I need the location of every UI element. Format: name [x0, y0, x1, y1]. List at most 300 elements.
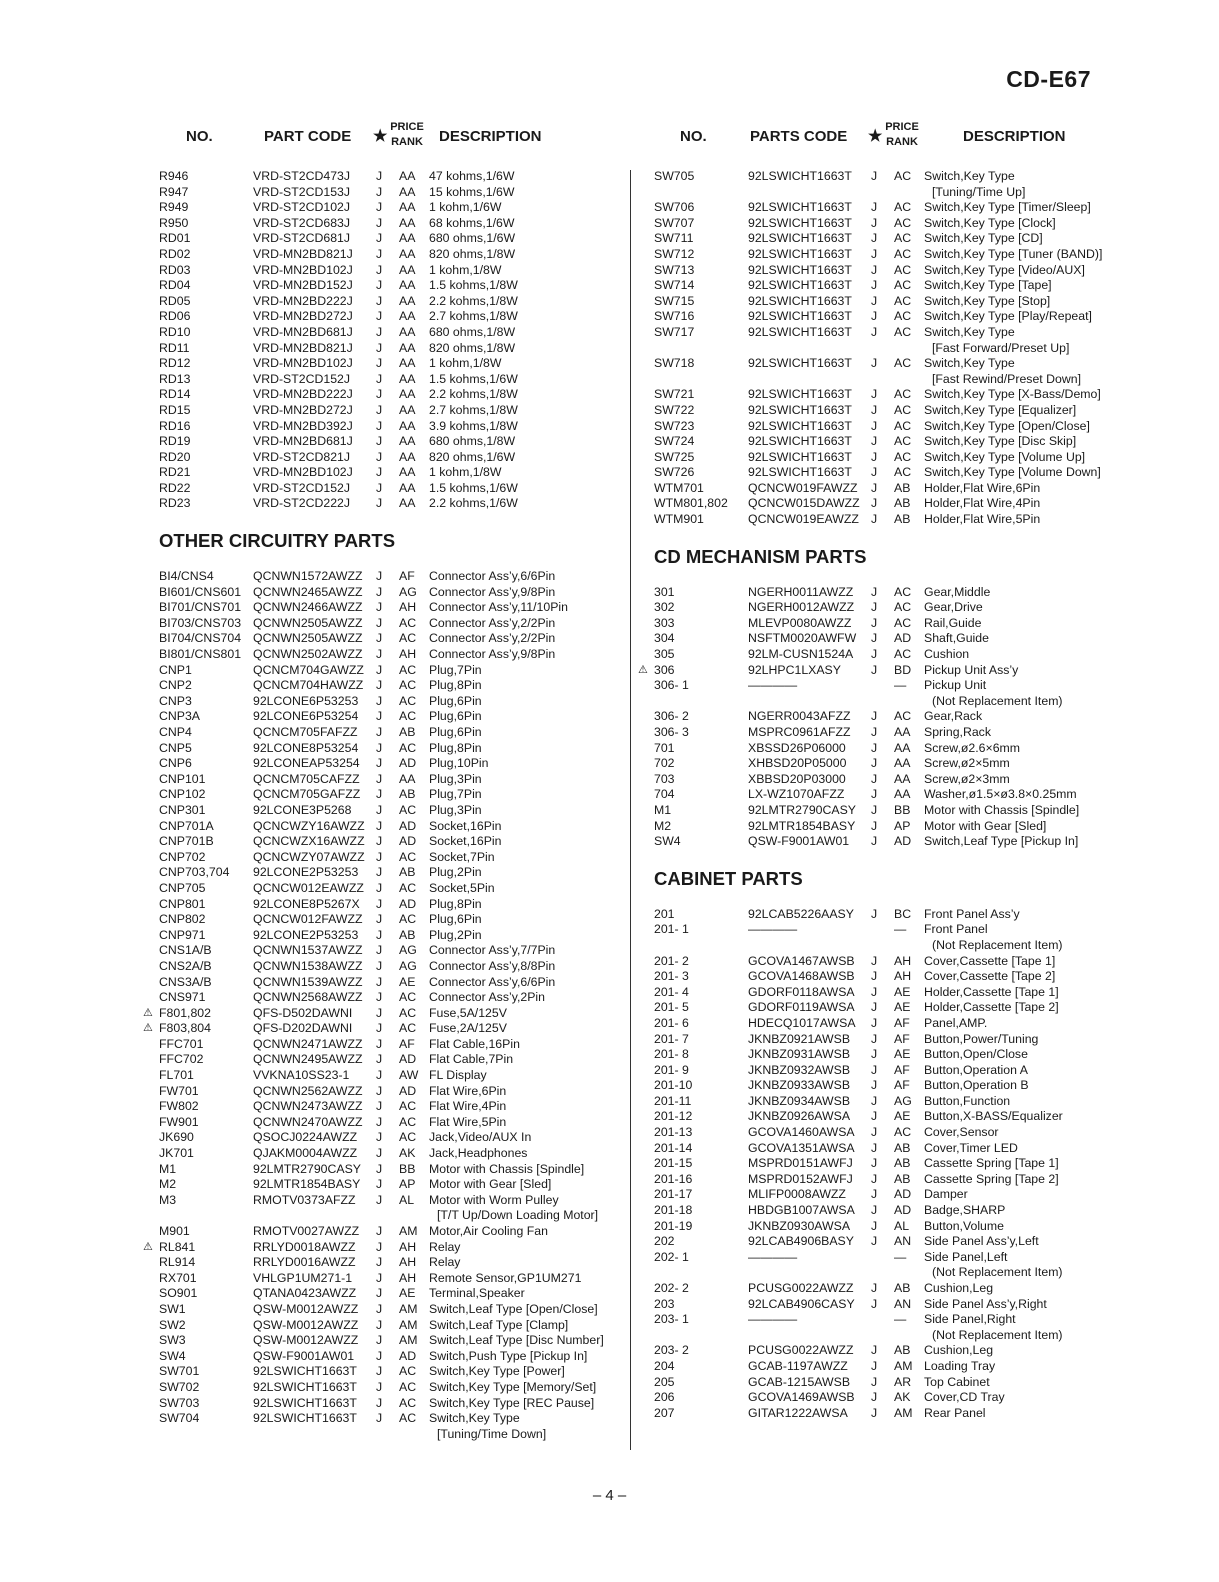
- cell-code: GCOVA1468AWSB: [748, 969, 855, 984]
- parts-row: [141, 403, 619, 419]
- cell-no: RD14: [159, 387, 191, 402]
- parts-row: [141, 465, 619, 481]
- parts-row: [636, 819, 1118, 835]
- parts-row: [636, 1032, 1118, 1048]
- cell-no: SW706: [654, 200, 695, 215]
- cell-code: 92LMTR1854BASY: [253, 1177, 361, 1192]
- parts-row: [636, 1250, 1118, 1266]
- cell-code: VRD-ST2CD153J: [253, 184, 351, 199]
- cell-rank: AD: [399, 1052, 417, 1067]
- cell-desc: 1.5 kohms,1/6W: [429, 371, 518, 386]
- parts-row: [141, 1052, 619, 1068]
- cell-desc: 1.5 kohms,1/8W: [429, 278, 518, 293]
- cell-no: 206: [654, 1390, 675, 1405]
- cell-no: 703: [654, 771, 675, 786]
- cell-j: J: [376, 1411, 383, 1426]
- cell-desc: Button,Volume: [924, 1218, 1004, 1233]
- cell-rank: AC: [894, 402, 912, 417]
- parts-row: [636, 185, 1118, 201]
- cell-no: 201-11: [654, 1093, 692, 1108]
- cell-rank: AA: [399, 356, 416, 371]
- cell-desc: Pickup Unit Ass’y: [924, 662, 1019, 677]
- cell-j: J: [376, 1364, 383, 1379]
- cell-desc: Connector Ass’y,9/8Pin: [429, 584, 556, 599]
- cell-code: VRD-MN2BD222J: [253, 387, 353, 402]
- cell-j: J: [871, 1281, 878, 1295]
- parts-row: [141, 1427, 619, 1443]
- cell-desc: Cover,Cassette [Tape 2]: [924, 969, 1056, 984]
- cell-no: SW1: [159, 1301, 186, 1316]
- cell-code: HDECQ1017AWSA: [748, 1015, 856, 1030]
- cell-rank: AH: [399, 600, 417, 615]
- parts-row: [636, 694, 1118, 710]
- cell-rank: AP: [894, 818, 911, 833]
- cell-code: VRD-ST2CD222J: [253, 496, 351, 511]
- parts-row: [141, 990, 619, 1006]
- cell-no: 306- 1: [654, 678, 689, 693]
- cell-rank: —: [894, 678, 907, 693]
- cell-code: NGERH0012AWZZ: [748, 600, 855, 615]
- cell-no: R949: [159, 200, 189, 215]
- cell-no: 201-14: [654, 1140, 693, 1155]
- cell-rank: AE: [399, 974, 416, 989]
- cell-no: SW716: [654, 309, 695, 324]
- cell-j: J: [871, 953, 878, 968]
- cell-code: QCNCM704HAWZZ: [253, 678, 364, 693]
- cell-no: RD05: [159, 293, 191, 308]
- parts-row: [141, 1193, 619, 1209]
- cell-desc: 68 kohms,1/6W: [429, 215, 515, 230]
- cell-code: QCNWN1572AWZZ: [253, 569, 363, 584]
- cell-rank: AA: [399, 465, 416, 480]
- cell-no: FFC702: [159, 1052, 204, 1067]
- cell-j: J: [376, 1286, 383, 1301]
- cell-rank: AC: [894, 169, 912, 183]
- cell-rank: AA: [399, 184, 416, 199]
- parts-row: [141, 1364, 619, 1380]
- cell-no: 306: [654, 662, 675, 677]
- cell-code: HBDGB1007AWSA: [748, 1203, 855, 1218]
- cell-rank: AH: [399, 647, 417, 662]
- cell-desc: Motor with Chassis [Spindle]: [924, 802, 1080, 817]
- cell-no: 306- 3: [654, 725, 689, 739]
- cell-no: 202- 1: [654, 1249, 689, 1264]
- cell-rank: BC: [894, 906, 912, 921]
- cell-desc: Socket,16Pin: [429, 834, 502, 849]
- cell-code: JKNBZ0933AWSB: [748, 1078, 851, 1093]
- cell-desc: Switch,Key Type [Disc Skip]: [924, 434, 1077, 449]
- cell-no: SW715: [654, 293, 695, 308]
- parts-row: [636, 1375, 1118, 1391]
- parts-row: [141, 803, 619, 819]
- cell-rank: AA: [399, 340, 416, 355]
- cell-desc: Side Panel,Left: [924, 1249, 1008, 1264]
- cell-j: J: [376, 600, 383, 615]
- cell-j: J: [871, 496, 878, 511]
- cell-desc: Cushion,Leg: [924, 1343, 994, 1358]
- cell-desc: Terminal,Speaker: [429, 1286, 525, 1301]
- cell-no: 201- 4: [654, 984, 689, 999]
- cell-j: J: [376, 631, 383, 646]
- parts-row: [141, 247, 619, 263]
- parts-row: [636, 1328, 1118, 1344]
- cell-rank: AD: [399, 1083, 417, 1098]
- cell-j: J: [871, 402, 878, 417]
- cell-code: QCNWN2471AWZZ: [253, 1036, 363, 1051]
- parts-row: [141, 1162, 619, 1178]
- cell-rank: AC: [894, 278, 912, 293]
- cell-rank: AC: [399, 1099, 417, 1114]
- cell-j: J: [376, 1177, 383, 1192]
- cell-no: BI701/CNS701: [159, 600, 242, 615]
- cell-j: J: [376, 1255, 383, 1270]
- cell-rank: AD: [894, 1187, 912, 1202]
- cell-rank: AB: [894, 1171, 911, 1186]
- cell-desc: Switch,Leaf Type [Open/Close]: [429, 1301, 598, 1316]
- cell-no: BI4/CNS4: [159, 569, 214, 584]
- column-divider: [630, 170, 631, 1450]
- cell-code: VRD-MN2BD821J: [253, 246, 353, 261]
- cell-desc: [T/T Up/Down Loading Motor]: [437, 1208, 599, 1223]
- cell-code: GDORF0118AWSA: [748, 984, 855, 999]
- cell-code: QCNWN2562AWZZ: [253, 1083, 363, 1098]
- safety-mark: ⚠: [638, 663, 648, 676]
- cell-desc: 1.5 kohms,1/6W: [429, 480, 518, 495]
- parts-row: [141, 616, 619, 632]
- parts-row: [636, 663, 1118, 679]
- safety-mark: ⚠: [143, 1240, 153, 1253]
- cell-code: QCNCW012EAWZZ: [253, 880, 364, 895]
- cell-no: M1: [654, 802, 672, 817]
- cell-rank: AC: [399, 1395, 417, 1410]
- parts-row: [636, 1406, 1118, 1422]
- cell-desc: (Not Replacement Item): [932, 1265, 1063, 1280]
- cell-j: J: [871, 1358, 878, 1373]
- cell-desc: Fuse,5A/125V: [429, 1005, 507, 1020]
- cell-desc: Cover,CD Tray: [924, 1390, 1005, 1405]
- cell-code: 92LCONE8P53254: [253, 740, 359, 755]
- cell-no: 201-16: [654, 1171, 693, 1186]
- parts-row: [141, 341, 619, 357]
- cell-no: SW701: [159, 1364, 200, 1379]
- cell-no: CNP3: [159, 693, 192, 708]
- cell-desc: Flat Cable,7Pin: [429, 1052, 514, 1067]
- cell-desc: 2.2 kohms,1/8W: [429, 387, 518, 402]
- cell-code: MSPRD0152AWFJ: [748, 1171, 853, 1186]
- parts-row: [636, 434, 1118, 450]
- cell-code: 92LSWICHT1663T: [748, 215, 852, 230]
- cell-code: QSOCJ0224AWZZ: [253, 1130, 358, 1145]
- parts-row: [141, 278, 619, 294]
- parts-row: [636, 294, 1118, 310]
- cell-desc: Gear,Drive: [924, 600, 983, 615]
- cell-no: 205: [654, 1374, 675, 1389]
- cell-rank: AA: [399, 278, 416, 293]
- parts-row: [636, 954, 1118, 970]
- parts-row: [141, 200, 619, 216]
- cell-code: 92LMTR2790CASY: [253, 1161, 361, 1176]
- cell-rank: AD: [399, 756, 417, 771]
- cell-rank: AD: [399, 896, 417, 911]
- cell-j: J: [376, 1021, 383, 1036]
- cell-code: JKNBZ0921AWSB: [748, 1031, 851, 1046]
- cell-j: J: [871, 600, 878, 615]
- cell-j: J: [871, 1171, 878, 1186]
- cell-j: J: [376, 787, 383, 802]
- cell-rank: AA: [399, 771, 416, 786]
- parts-row: [141, 185, 619, 201]
- cell-desc: Plug,2Pin: [429, 865, 482, 880]
- cell-no: 201-10: [654, 1078, 693, 1093]
- cell-rank: AB: [399, 725, 416, 739]
- cell-desc: 1 kohm,1/8W: [429, 465, 502, 480]
- cell-code: PCUSG0022AWZZ: [748, 1281, 854, 1295]
- cell-rank: AM: [399, 1301, 418, 1316]
- cell-desc: Switch,Leaf Type [Pickup In]: [924, 834, 1079, 849]
- cell-no: 306- 2: [654, 709, 689, 724]
- cell-no: CNP971: [159, 927, 206, 942]
- cell-j: J: [871, 356, 878, 371]
- parts-row: [636, 1000, 1118, 1016]
- cell-desc: Switch,Key Type: [429, 1411, 520, 1426]
- cell-no: 202: [654, 1234, 675, 1249]
- parts-row: [141, 1115, 619, 1131]
- cell-code: PCUSG0022AWZZ: [748, 1343, 854, 1358]
- cell-no: 201: [654, 906, 675, 921]
- cell-j: J: [376, 434, 383, 449]
- parts-row: [636, 496, 1118, 512]
- cell-desc: [Fast Rewind/Preset Down]: [932, 371, 1081, 386]
- cell-no: CNP701A: [159, 818, 214, 833]
- cell-no: 301: [654, 584, 675, 599]
- cell-rank: AK: [399, 1146, 416, 1161]
- cell-desc: 820 ohms,1/8W: [429, 246, 516, 261]
- cell-j: J: [871, 802, 878, 817]
- cell-desc: Cover,Cassette [Tape 1]: [924, 953, 1056, 968]
- cell-rank: BD: [894, 662, 912, 677]
- cell-j: J: [376, 1224, 383, 1238]
- cell-no: FL701: [159, 1068, 194, 1083]
- cell-j: J: [871, 725, 878, 739]
- cell-code: 92LCONE6P53254: [253, 709, 359, 724]
- cell-desc: 15 kohms,1/6W: [429, 184, 515, 199]
- cell-rank: AH: [894, 953, 912, 968]
- cell-desc: FL Display: [429, 1068, 487, 1083]
- cell-desc: Switch,Key Type [Timer/Sleep]: [924, 200, 1091, 215]
- cell-j: J: [871, 434, 878, 449]
- parts-row: [636, 278, 1118, 294]
- cell-code: 92LMTR1854BASY: [748, 818, 856, 833]
- cell-j: J: [871, 662, 878, 677]
- cell-no: CNP702: [159, 849, 206, 864]
- cell-rank: AA: [894, 725, 911, 739]
- cell-code: 92LCAB4906BASY: [748, 1234, 854, 1249]
- cell-j: J: [871, 246, 878, 261]
- cell-desc: Front Panel: [924, 922, 988, 937]
- cell-j: J: [871, 834, 878, 849]
- cell-j: J: [376, 231, 383, 246]
- parts-row: [141, 725, 619, 741]
- parts-row: [141, 481, 619, 497]
- cell-j: J: [871, 418, 878, 433]
- cell-rank: AB: [894, 1281, 911, 1295]
- cell-rank: AC: [399, 662, 417, 677]
- cell-rank: AC: [894, 600, 912, 615]
- cell-desc: Switch,Key Type: [924, 324, 1015, 339]
- cell-code: GCOVA1469AWSB: [748, 1390, 855, 1405]
- cell-no: CNP703,704: [159, 865, 230, 880]
- cell-rank: AC: [894, 1125, 912, 1140]
- parts-row: [141, 1021, 619, 1037]
- cell-j: J: [376, 1333, 383, 1348]
- parts-row: [141, 263, 619, 279]
- parts-row: [141, 1396, 619, 1412]
- cell-code: VVKNA10SS23-1: [253, 1068, 350, 1083]
- cell-code: VRD-MN2BD821J: [253, 340, 353, 355]
- cell-rank: AC: [894, 434, 912, 449]
- cell-rank: AD: [399, 834, 417, 849]
- cell-desc: Flat Wire,6Pin: [429, 1083, 507, 1098]
- parts-row: [141, 231, 619, 247]
- cell-j: J: [871, 1109, 878, 1124]
- cell-rank: AE: [894, 984, 911, 999]
- cell-desc: Top Cabinet: [924, 1374, 990, 1389]
- parts-row: [141, 1380, 619, 1396]
- cell-j: J: [871, 906, 878, 921]
- cell-code: MSPRC0961AFZZ: [748, 725, 851, 739]
- cell-rank: AG: [399, 958, 417, 973]
- cell-code: 92LSWICHT1663T: [748, 402, 852, 417]
- cell-j: J: [376, 371, 383, 386]
- cell-no: M3: [159, 1192, 177, 1207]
- parts-row: [636, 803, 1118, 819]
- cell-no: CNP2: [159, 678, 192, 693]
- parts-row: [636, 1312, 1118, 1328]
- cell-desc: Loading Tray: [924, 1358, 996, 1373]
- switch-list: [636, 169, 1118, 528]
- cell-no: RD03: [159, 262, 191, 277]
- parts-row: [636, 647, 1118, 663]
- cell-code: JKNBZ0926AWSA: [748, 1109, 851, 1124]
- cell-j: J: [871, 1078, 878, 1093]
- cell-rank: AM: [399, 1317, 418, 1332]
- cell-desc: [Fast Forward/Preset Up]: [932, 340, 1070, 355]
- cell-desc: [Tuning/Time Down]: [437, 1426, 547, 1441]
- cell-code: VRD-MN2BD272J: [253, 309, 353, 324]
- cell-rank: AC: [399, 1114, 417, 1129]
- cell-code: QFS-D502DAWNI: [253, 1005, 353, 1020]
- parts-row: [636, 1063, 1118, 1079]
- parts-row: [636, 969, 1118, 985]
- cell-code: MLIFP0008AWZZ: [748, 1187, 846, 1202]
- cell-code: VRD-ST2CD152J: [253, 480, 351, 495]
- cell-desc: (Not Replacement Item): [932, 693, 1063, 708]
- parts-row: [141, 169, 619, 185]
- cell-code: QTANA0423AWZZ: [253, 1286, 357, 1301]
- cell-code: VRD-MN2BD392J: [253, 418, 353, 433]
- cell-no: 701: [654, 740, 675, 755]
- parts-row: [636, 1047, 1118, 1063]
- cell-desc: Button,Open/Close: [924, 1047, 1028, 1062]
- cell-no: SW723: [654, 418, 695, 433]
- cell-j: J: [871, 1203, 878, 1218]
- cell-code: VRD-MN2BD152J: [253, 278, 353, 293]
- parts-row: [636, 985, 1118, 1001]
- cell-code: 92LSWICHT1663T: [748, 418, 852, 433]
- cell-rank: AA: [399, 215, 416, 230]
- cell-code: MSPRD0151AWFJ: [748, 1156, 853, 1171]
- cell-desc: Cover,Timer LED: [924, 1140, 1018, 1155]
- cell-rank: —: [894, 1249, 907, 1264]
- cell-no: WTM801,802: [654, 496, 728, 511]
- header-no: NO.: [680, 128, 707, 145]
- parts-row: [636, 1234, 1118, 1250]
- cell-code: VRD-MN2BD272J: [253, 402, 353, 417]
- cell-code: ————: [748, 678, 798, 693]
- cell-j: J: [871, 1047, 878, 1062]
- cell-j: J: [871, 1093, 878, 1108]
- cell-desc: Cassette Spring [Tape 1]: [924, 1156, 1059, 1171]
- cell-rank: AC: [399, 1005, 417, 1020]
- cell-desc: Connector Ass’y,6/6Pin: [429, 974, 556, 989]
- cell-code: QCNCM705GAFZZ: [253, 787, 361, 802]
- parts-row: [141, 216, 619, 232]
- cell-code: QSW-M0012AWZZ: [253, 1333, 359, 1348]
- cell-no: CNS1A/B: [159, 943, 212, 958]
- cell-desc: 2.7 kohms,1/8W: [429, 402, 518, 417]
- parts-row: [141, 1006, 619, 1022]
- cell-no: SW713: [654, 262, 695, 277]
- cell-rank: AB: [894, 1140, 911, 1155]
- cell-j: J: [376, 1301, 383, 1316]
- parts-row: [141, 387, 619, 403]
- parts-row: [636, 1359, 1118, 1375]
- cell-desc: Motor with Worm Pulley: [429, 1192, 559, 1207]
- parts-row: [141, 1286, 619, 1302]
- cell-rank: AC: [894, 709, 912, 724]
- cell-desc: Pickup Unit: [924, 678, 987, 693]
- cell-code: QCNCWZX16AWZZ: [253, 834, 365, 849]
- cell-desc: Connector Ass’y,8/8Pin: [429, 958, 556, 973]
- cell-rank: AA: [399, 402, 416, 417]
- cell-rank: AC: [894, 584, 912, 599]
- cell-rank: AM: [894, 1358, 913, 1373]
- cell-rank: AC: [894, 465, 912, 480]
- cell-j: J: [376, 1239, 383, 1254]
- parts-row: [141, 756, 619, 772]
- cell-no: 203- 2: [654, 1343, 689, 1358]
- cell-desc: Connector Ass’y,2/2Pin: [429, 615, 556, 630]
- cell-rank: AA: [399, 262, 416, 277]
- parts-row: [141, 943, 619, 959]
- cell-no: BI704/CNS704: [159, 631, 242, 646]
- cell-desc: Badge,SHARP: [924, 1203, 1006, 1218]
- parts-row: [636, 741, 1118, 757]
- cell-j: J: [871, 709, 878, 724]
- parts-row: [636, 787, 1118, 803]
- cell-j: J: [376, 293, 383, 308]
- cell-j: J: [376, 1130, 383, 1145]
- cell-code: 92LCONE2P53253: [253, 927, 359, 942]
- cell-code: QCNCM704GAWZZ: [253, 662, 364, 677]
- cell-no: 201- 6: [654, 1015, 689, 1030]
- parts-row: [141, 709, 619, 725]
- cell-j: J: [871, 1015, 878, 1030]
- cell-rank: AN: [894, 1296, 912, 1311]
- cell-rank: AA: [894, 771, 911, 786]
- parts-row: [636, 465, 1118, 481]
- cell-j: J: [376, 569, 383, 584]
